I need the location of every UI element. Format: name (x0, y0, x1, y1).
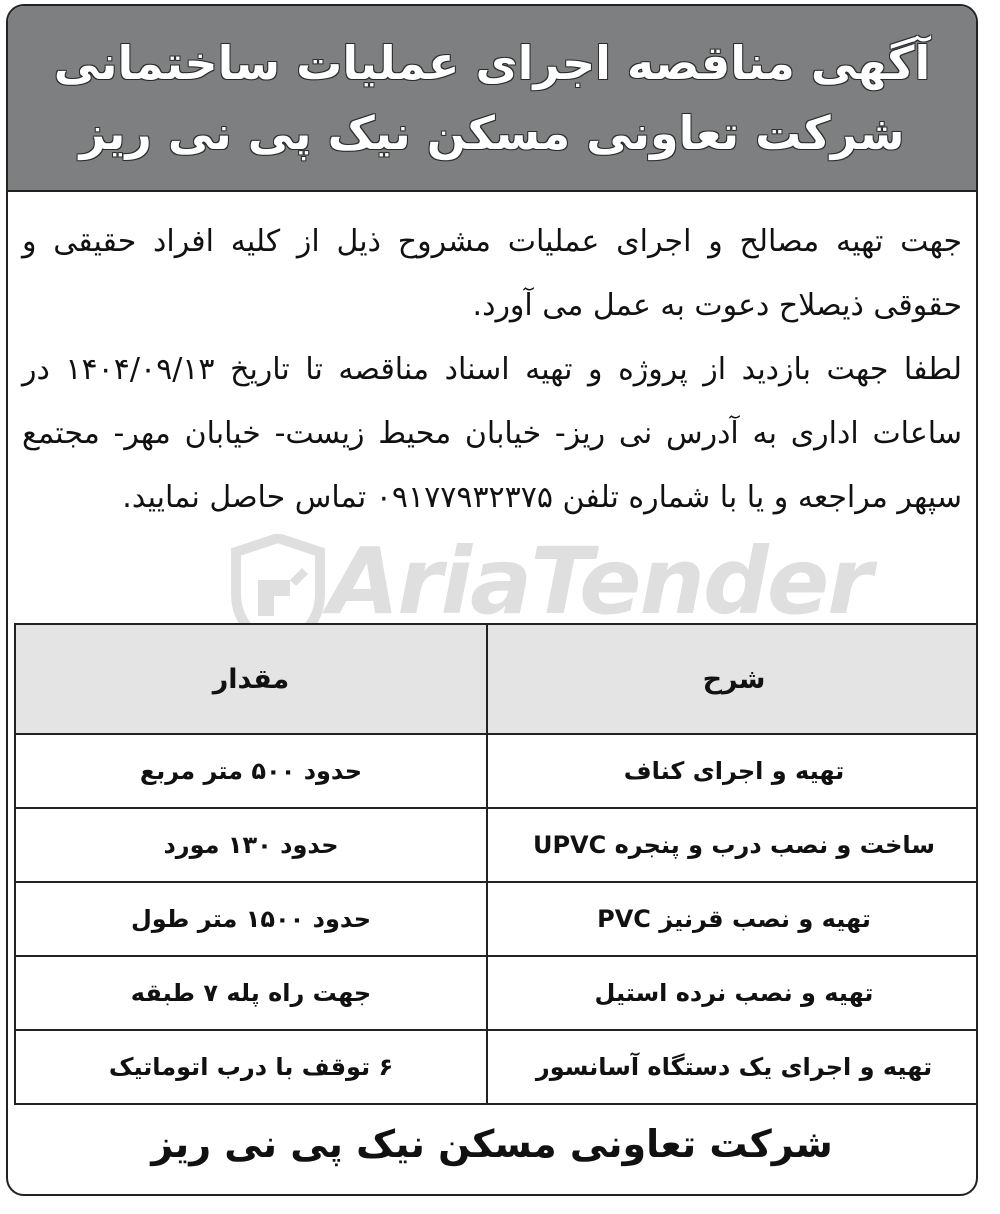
visit-instructions-paragraph: لطفا جهت بازدید از پروژه و تهیه اسناد مناقصه تا تاریخ ۱۴۰۴/۰۹/۱۳ در ساعات اداری به آدرس نی ریز- خیابان محیط زیست- خیابان مهر- مجتمع سپهر مراجعه و یا با شماره تلفن ۰۹۱۷۷۹۳۲۳۷۵ تماس حاصل نمایید. (22, 352, 963, 515)
row-description: تهیه و نصب نرده استیل (487, 956, 978, 1030)
table-row (15, 808, 978, 882)
table-row (15, 734, 978, 808)
table-row (15, 956, 978, 1030)
row-description: تهیه و نصب قرنیز PVC (487, 882, 978, 956)
row-description: تهیه و اجرای کناف (487, 734, 978, 808)
row-quantity: حدود ۱۳۰ مورد (15, 808, 487, 882)
items-table (14, 623, 978, 1105)
quantity-header: مقدار (15, 624, 487, 734)
table-row (15, 882, 978, 956)
invitation-paragraph: جهت تهیه مصالح و اجرای عملیات مشروح ذیل از کلیه افراد حقیقی و حقوقی ذیصلاح دعوت به عمل می آورد. (22, 224, 962, 323)
row-quantity: حدود ۱۵۰۰ متر طول (15, 882, 487, 956)
notice-header (8, 6, 976, 192)
row-description: ساخت و نصب درب و پنجره UPVC (487, 808, 978, 882)
notice-body (22, 210, 962, 530)
row-description: تهیه و اجرای یک دستگاه آسانسور (487, 1030, 978, 1104)
table-header-row (15, 624, 978, 734)
watermark-brand: AriaTender (328, 528, 871, 635)
description-header: شرح (487, 624, 978, 734)
table-row (15, 1030, 978, 1104)
company-name-header: شرکت تعاونی مسکن نیک پی نی ریز (79, 106, 905, 160)
row-quantity: جهت راه پله ۷ طبقه (15, 956, 487, 1030)
row-quantity: ۶ توقف با درب اتوماتیک (15, 1030, 487, 1104)
notice-title: آگهی مناقصه اجرای عملیات ساختمانی (53, 36, 931, 90)
row-quantity: حدود ۵۰۰ متر مربع (15, 734, 487, 808)
company-name-footer: شرکت تعاونی مسکن نیک پی نی ریز (151, 1122, 833, 1166)
tender-notice (6, 4, 978, 1196)
